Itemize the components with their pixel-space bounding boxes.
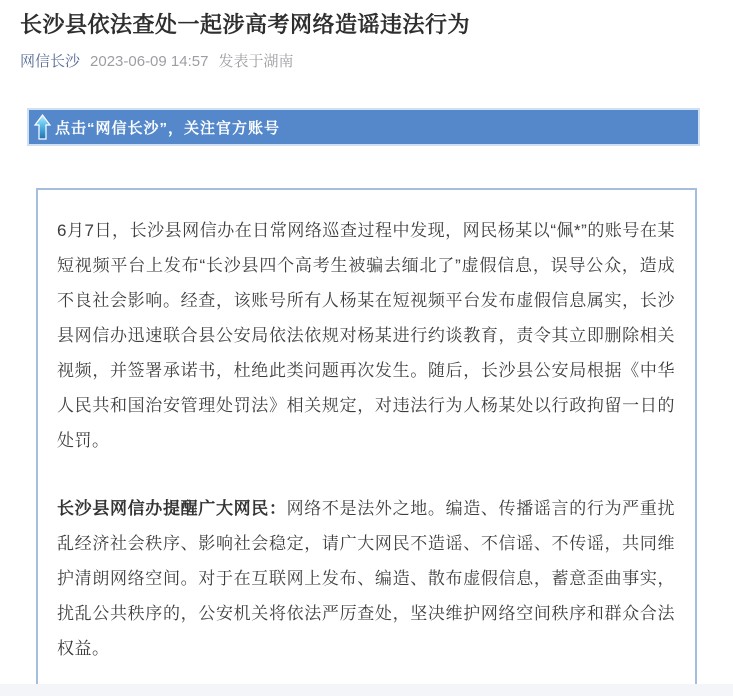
article-paragraph-2 [57, 491, 675, 666]
publish-datetime: 2023-06-09 14:57 [90, 53, 209, 70]
paragraph-2-body-text: 网络不是法外之地。编造、传播谣言的行为严重扰乱经济社会秩序、影响社会稳定，请广大网民不造谣、不信谣、不传谣，共同维护清朗网络空间。对于在互联网上发布、编造、散布虚假信息，蓄意歪曲事实，扰乱公共秩序的，公安机关将依法严厉查处，坚决维护网络空间秩序和群众合法权益。 [57, 499, 676, 658]
up-arrow-icon [34, 114, 51, 140]
page-title: 长沙县依法查处一起涉高考网络造谣违法行为 [20, 12, 471, 37]
article-body-box [36, 188, 697, 686]
page-bottom-strip [0, 684, 733, 696]
account-name-link[interactable]: 网信长沙 [20, 53, 81, 70]
article-paragraph-1: 6月7日，长沙县网信办在日常网络巡查过程中发现，网民杨某以“佩*”的账号在某短视频平台上发布“长沙县四个高考生被骗去缅北了”虚假信息，误导公众，造成不良社会影响。经查，该账号所有人杨某在短视频平台发布虚假信息属实，长沙县网信办迅速联合县公安局依法依规对杨某进行约谈教育，责令其立即删除相关视频，并签署承诺书，杜绝此类问题再次发生。随后，长沙县公安局根据《中华人民共和国治安管理处罚法》相关规定，对违法行为人杨某处以行政拘留一日的处罚。 [57, 221, 675, 450]
follow-account-banner[interactable] [27, 108, 700, 146]
paragraph-2-bold-lead: 长沙县网信办提醒广大网民： [57, 499, 287, 518]
article-meta [0, 39, 733, 71]
follow-banner-label: 点击“网信长沙”，关注官方账号 [55, 119, 281, 137]
publish-location: 发表于湖南 [218, 53, 294, 70]
